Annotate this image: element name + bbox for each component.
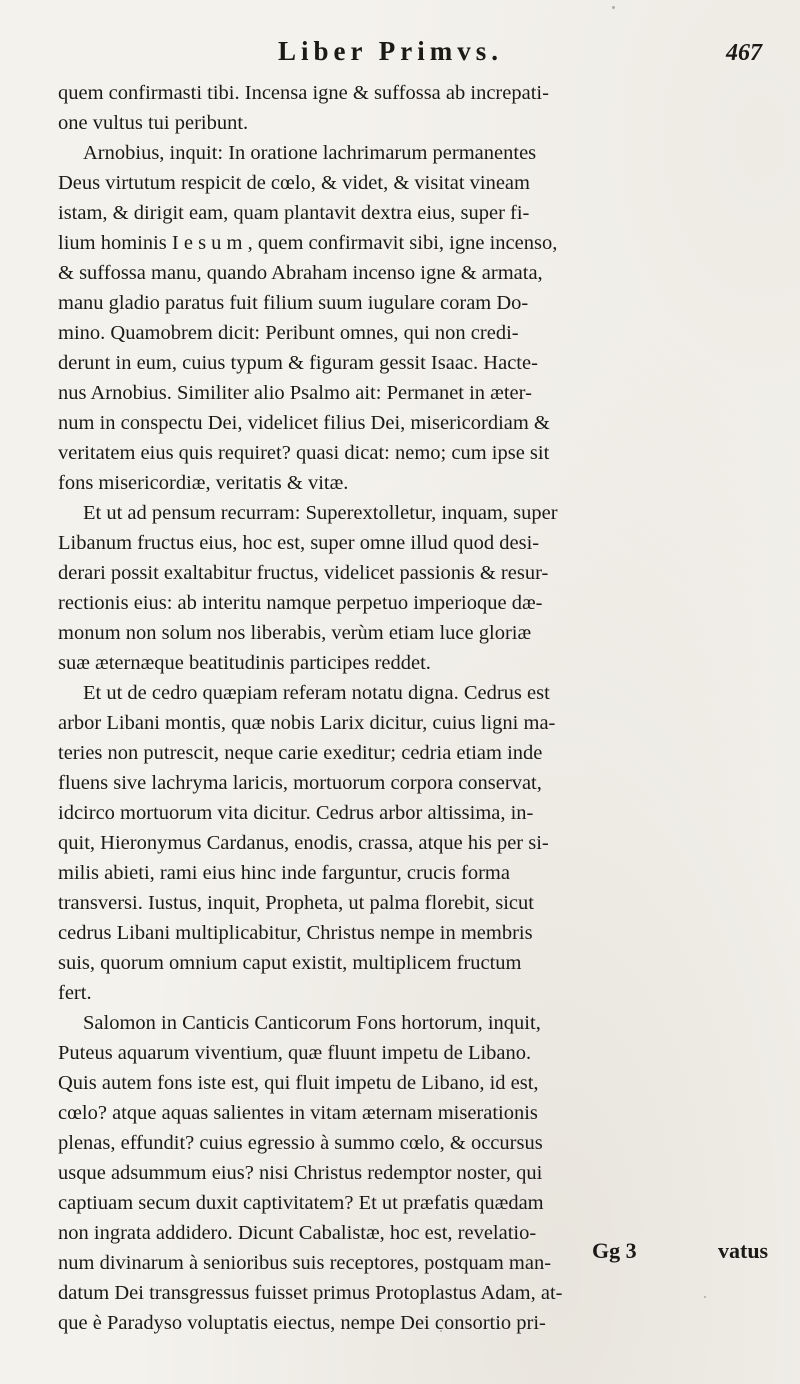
signature-mark: Gg 3 (592, 1238, 637, 1263)
text-line: teries non putrescit, neque carie exeditur; cedria etiam inde (58, 742, 543, 764)
text-line: istam, & dirigit eam, quam plantavit dextra eius, super fi- (58, 202, 530, 224)
text-line: one vultus tui peribunt. (58, 112, 249, 134)
text-line: fert. (58, 982, 92, 1004)
text-line: usque adsummum eius? nisi Christus redemptor noster, qui (58, 1162, 543, 1184)
text-line: num divinarum à senioribus suis receptores, postquam man- (58, 1252, 552, 1274)
text-line: captiuam secum duxit captivitatem? Et ut præfatis quædam (58, 1192, 544, 1214)
text-line: lium hominis I e s u m , quem confirmavit sibi, igne incenso, (58, 232, 558, 254)
paragraph-start: Et ut de cedro quæpiam referam notatu digna. Cedrus est (83, 682, 550, 704)
paper-speck (612, 6, 615, 9)
text-line: non ingrata addidero. Dicunt Cabalistæ, hoc est, revelatio- (58, 1222, 537, 1244)
text-line: cœlo? atque aquas salientes in vitam æternam miserationis (58, 1102, 538, 1124)
body-text (58, 78, 758, 1338)
paper-speck (440, 1330, 442, 1332)
text-line: derunt in eum, cuius typum & figuram gessit Isaac. Hacte- (58, 352, 538, 374)
text-line: suæ æternæque beatitudinis participes reddet. (58, 652, 431, 674)
text-line: Libanum fructus eius, hoc est, super omne illud quod desi- (58, 532, 540, 554)
text-line: cedrus Libani multiplicabitur, Christus nempe in membris (58, 922, 533, 944)
text-line: rectionis eius: ab interitu namque perpetuo imperioque dæ- (58, 592, 543, 614)
running-head: Liber Primvs. (278, 36, 503, 66)
text-line: & suffossa manu, quando Abraham incenso igne & armata, (58, 262, 543, 284)
paragraph-start: Et ut ad pensum recurram: Superextolletur, inquam, super (83, 502, 558, 524)
text-line: Puteus aquarum viventium, quæ fluunt impetu de Libano. (58, 1042, 532, 1064)
paragraph-start: Arnobius, inquit: In oratione lachrimarum permanentes (83, 142, 537, 164)
text-line: arbor Libani montis, quæ nobis Larix dicitur, cuius ligni ma- (58, 712, 556, 734)
text-line: derari possit exaltabitur fructus, videlicet passionis & resur- (58, 562, 549, 584)
text-line: milis abieti, rami eius hinc inde farguntur, crucis forma (58, 862, 510, 884)
page-footer (0, 1238, 800, 1274)
text-line: transversi. Iustus, inquit, Propheta, ut palma florebit, sicut (58, 892, 534, 914)
catchword: vatus (718, 1238, 769, 1263)
text-line: suis, quorum omnium caput existit, multiplicem fructum (58, 952, 522, 974)
text-line: Quis autem fons iste est, qui fluit impetu de Libano, id est, (58, 1072, 539, 1094)
text-line: quem confirmasti tibi. Incensa igne & suffossa ab increpati- (58, 82, 549, 104)
text-line: mino. Quamobrem dicit: Peribunt omnes, qui non credi- (58, 322, 519, 344)
text-line: idcirco mortuorum vita dicitur. Cedrus arbor altissima, in- (58, 802, 534, 824)
text-line: veritatem eius quis requiret? quasi dicat: nemo; cum ipse sit (58, 442, 550, 464)
paper-speck (704, 1296, 706, 1298)
text-line: manu gladio paratus fuit filium suum iugulare coram Do- (58, 292, 529, 314)
text-line: nus Arnobius. Similiter alio Psalmo ait: Permanet in æter- (58, 382, 532, 404)
text-line: num in conspectu Dei, videlicet filius Dei, misericordiam & (58, 412, 550, 434)
text-line: quit, Hieronymus Cardanus, enodis, crassa, atque his per si- (58, 832, 549, 854)
text-line: plenas, effundit? cuius egressio à summo cœlo, & occursus (58, 1132, 543, 1154)
text-line: que è Paradyso voluptatis eiectus, nempe Dei consortio pri- (58, 1312, 546, 1334)
text-line: fons misericordiæ, veritatis & vitæ. (58, 472, 349, 494)
page-header (0, 36, 800, 76)
text-line: datum Dei transgressus fuisset primus Protoplastus Adam, at- (58, 1282, 563, 1304)
paragraph-start: Salomon in Canticis Canticorum Fons hortorum, inquit, (83, 1012, 541, 1034)
text-line: monum non solum nos liberabis, verùm etiam luce gloriæ (58, 622, 532, 644)
text-line: fluens sive lachryma laricis, mortuorum corpora conservat, (58, 772, 542, 794)
page-number: 467 (726, 40, 762, 66)
text-line: Deus virtutum respicit de cœlo, & videt, & visitat vineam (58, 172, 530, 194)
